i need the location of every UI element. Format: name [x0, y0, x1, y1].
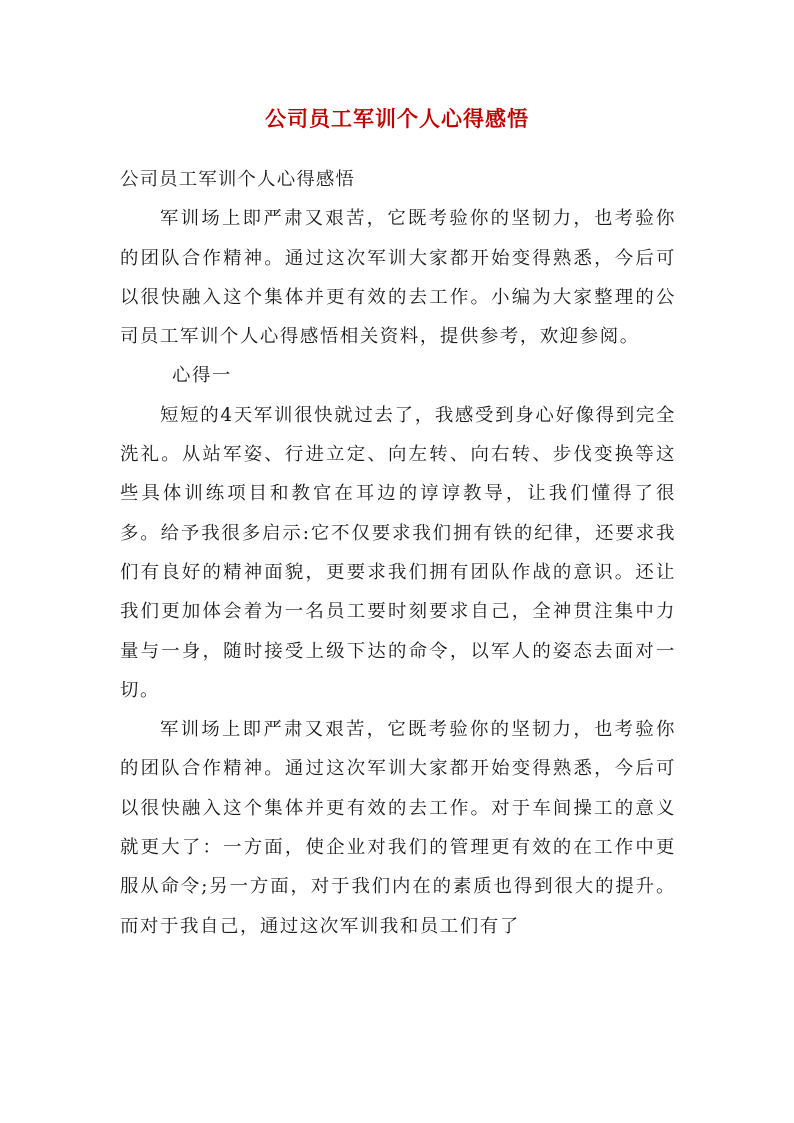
intro-paragraph: 军训场上即严肃又艰苦，它既考验你的坚韧力，也考验你的团队合作精神。通过这次军训大家都开始变得熟悉，今后可以很快融入这个集体并更有效的去工作。小编为大家整理的公司员工军训个人心得感悟相关资料，提供参考，欢迎参阅。 — [120, 208, 676, 348]
section-heading: 心得一 — [172, 365, 232, 387]
section-paragraph-2: 军训场上即严肃又艰苦，它既考验你的坚韧力，也考验你的团队合作精神。通过这次军训大家都开始变得熟悉，今后可以很快融入这个集体并更有效的去工作。对于车间操工的意义就更大了：一方面，使企业对我们的管理更有效的在工作中更服从命令;另一方面，对于我们内在的素质也得到很大的提升。而对于我自己，通过这次军训我和员工们有了 — [120, 719, 676, 937]
document-subtitle: 公司员工军训个人心得感悟 — [120, 169, 356, 190]
section-paragraph-1: 短短的4天军训很快就过去了，我感受到身心好像得到完全洗礼。从站军姿、行进立定、向左转、向右转、步伐变换等这些具体训练项目和教官在耳边的谆谆教导，让我们懂得了很多。给予我很多启示:它不仅要求我们拥有铁的纪律，还要求我们有良好的精神面貌，更要求我们拥有团队作战的意识。还让我们更加体会着为一名员工要时刻要求自己，全神贯注集中力量与一身，随时接受上级下达的命令，以军人的姿态去面对一切。 — [120, 404, 676, 701]
document-body — [120, 160, 676, 946]
document-title: 公司员工军训个人心得感悟 — [265, 106, 529, 131]
